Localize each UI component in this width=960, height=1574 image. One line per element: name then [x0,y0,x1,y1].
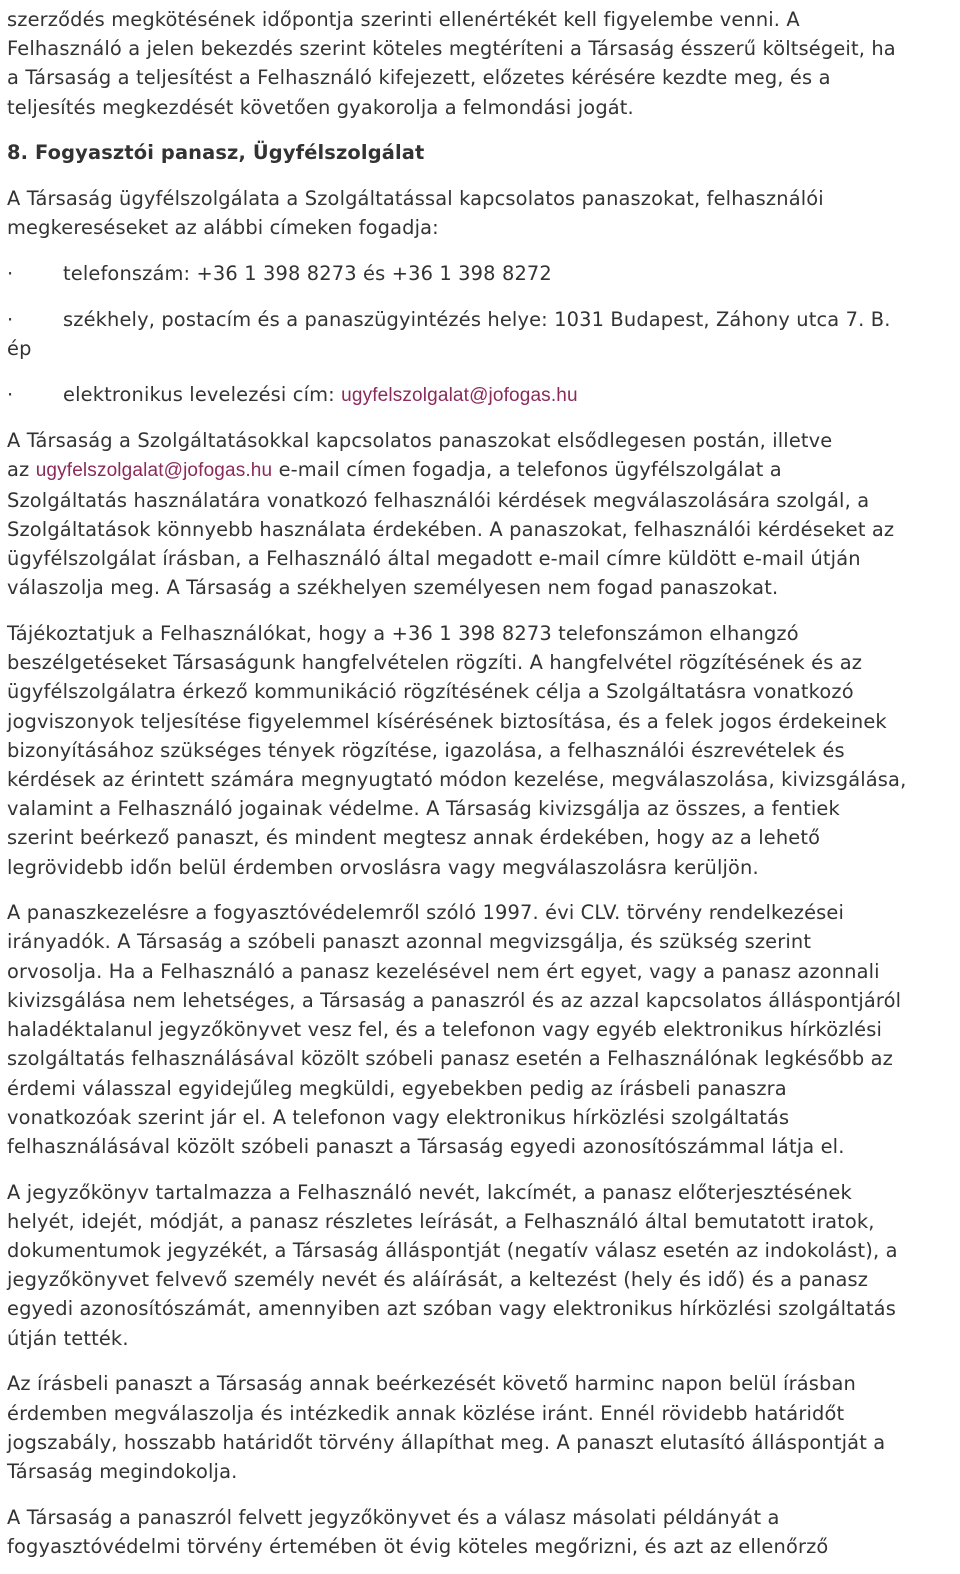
bullet-marker: · [7,307,14,331]
text-line: Szolgáltatások könnyebb használata érdekében. A panaszokat, felhasználói kérdéseket az [7,517,895,541]
text-line: jegyzőkönyvet felvevő személy nevét és aláírását, a keltezést (hely és idő) és a panasz [7,1268,869,1292]
bullet-marker: · [7,261,14,285]
paragraph-handling [7,898,953,1161]
text-line: orvosolja. Ha a Felhasználó a panasz kezelésével nem ért egyet, vagy a panasz azonnali [7,959,880,983]
text-line: szerint beérkező panaszt, és mindent megtesz annak érdekében, hogy az a lehető [7,826,821,850]
paragraph-retention [7,1503,953,1561]
text-line: ügyfélszolgálatra érkező kommunikáció rögzítésének célja a Szolgáltatásra vonatkozó [7,680,854,704]
text-line: A Társaság ügyfélszolgálata a Szolgáltatással kapcsolatos panaszokat, felhasználói [7,187,824,211]
paragraph-recording [7,619,953,882]
text-line: A jegyzőkönyv tartalmazza a Felhasználó nevét, lakcímét, a panasz előterjesztésének [7,1180,852,1204]
email-link[interactable]: ugyfelszolgalat@jofogas.hu [341,384,578,406]
phone-text: telefonszám: +36 1 398 8273 és +36 1 398 8272 [63,261,552,285]
text-line [7,455,953,485]
text-line: irányadók. A Társaság a szóbeli panaszt azonnal megvizsgálja, és szükség szerint [7,930,812,954]
address-text-continued: ép [7,336,32,360]
text-line: ügyfélszolgálat írásban, a Felhasználó által megadott e-mail címre küldött e-mail útján [7,547,861,571]
text-line: válaszolja meg. A Társaság a székhelyen személyesen nem fogad panaszokat. [7,576,779,600]
intro-paragraph [7,5,953,122]
text-line: Az írásbeli panaszt a Társaság annak beérkezését követő harminc napon belül írásban [7,1372,856,1396]
text-line: felhasználásával közölt szóbeli panaszt a Társaság egyedi azonosítószámmal látja el. [7,1134,845,1158]
text-line: kérdések az érintett számára megnyugtató módon kezelése, megválaszolása, kivizsgálása, [7,767,907,791]
bullet-address [7,305,953,363]
address-text: székhely, postacím és a panaszügyintézés helye: 1031 Budapest, Záhony utca 7. B. [63,307,891,331]
text-line: A Társaság a Szolgáltatásokkal kapcsolatos panaszokat elsődlegesen postán, illetve [7,429,833,453]
text-line: Tájékoztatjuk a Felhasználókat, hogy a +36 1 398 8273 telefonszámon elhangzó [7,621,799,645]
text-line: szerződés megkötésének időpontja szerinti ellenértékét kell figyelembe venni. A [7,8,800,31]
text-line: jogviszonyok teljesítése figyelemmel kísérésének biztosítása, és a felek jogos érdekeinek [7,709,887,733]
text-line: dokumentumok jegyzékét, a Társaság álláspontját (negatív válasz esetén az indokolást), a [7,1239,898,1263]
text-line: A Társaság a panaszról felvett jegyzőkönyvet és a válasz másolati példányát a [7,1505,780,1529]
text-line: jogszabály, hosszabb határidőt törvény állapíthat meg. A panaszt elutasító álláspontját a [7,1430,886,1454]
text-line: haladéktalanul jegyzőkönyvet vesz fel, és a telefonon vagy egyéb elektronikus hírközlési [7,1018,882,1042]
text-line: útján tették. [7,1326,129,1350]
text-line: beszélgetéseket Társaságunk hangfelvételen rögzíti. A hangfelvétel rögzítésének és az [7,651,863,675]
text-line: Felhasználó a jelen bekezdés szerint köteles megtéríteni a Társaság ésszerű költségeit, ha [7,37,896,61]
text-fragment: az [7,458,36,482]
text-line: egyedi azonosítószámát, amennyiben azt szóban vagy elektronikus hírközlési szolgáltatás [7,1297,896,1321]
text-line: Szolgáltatás használatára vonatkozó felhasználói kérdések megválaszolására szolgál, a [7,488,870,512]
paragraph-written-complaint [7,1369,953,1486]
text-line: bizonyításához szükséges tények rögzítése, igazolása, a felhasználói észrevételek és [7,738,845,762]
section-heading: 8. Fogyasztói panasz, Ügyfélszolgálat [7,141,425,165]
email-link[interactable]: ugyfelszolgalat@jofogas.hu [35,460,273,482]
text-line: valamint a Felhasználó jogainak védelme. A Társaság kivizsgálja az összes, a fentiek [7,797,840,821]
email-label: elektronikus levelezési cím: [63,382,342,406]
paragraph-complaints [7,426,953,602]
text-fragment: e-mail címen fogadja, a telefonos ügyfélszolgálat a [272,458,782,482]
text-line: érdemi válasszal egyidejűleg megküldi, egyebekben pedig az írásbeli panaszra [7,1076,787,1100]
document-page [7,5,953,1561]
text-line: Társaság megindokolja. [7,1459,238,1483]
text-line: szolgáltatás felhasználásával közölt szóbeli panasz esetén a Felhasználónak legkésőbb az [7,1047,893,1071]
bullet-email [7,380,953,410]
bullet-phone [7,259,953,288]
text-line: a Társaság a teljesítést a Felhasználó kifejezett, előzetes kérésére kezdte meg, és a [7,66,831,90]
paragraph-minutes [7,1178,953,1353]
text-line: A panaszkezelésre a fogyasztóvédelemről szóló 1997. évi CLV. törvény rendelkezései [7,901,845,925]
lead-paragraph [7,184,953,242]
text-line: helyét, idejét, módját, a panasz részletes leírását, a Felhasználó által bemutatott iratok, [7,1209,875,1233]
text-line: fogyasztóvédelmi törvény értemében öt évig köteles megőrizni, és azt az ellenőrző [7,1534,829,1558]
text-line: legrövidebb időn belül érdemben orvoslásra vagy megválaszolásra kerüljön. [7,855,759,879]
text-line: kivizsgálása nem lehetséges, a Társaság a panaszról és az azzal kapcsolatos álláspontjáról [7,988,902,1012]
text-line: teljesítés megkezdését követően gyakorolja a felmondási jogát. [7,95,634,119]
text-line: érdemben megválaszolja és intézkedik annak közlése iránt. Ennél rövidebb határidőt [7,1401,845,1425]
text-line: megkereséseket az alábbi címeken fogadja: [7,216,439,240]
text-line: vonatkozóak szerint jár el. A telefonon vagy elektronikus hírközlési szolgáltatás [7,1105,790,1129]
bullet-marker: · [7,382,14,406]
